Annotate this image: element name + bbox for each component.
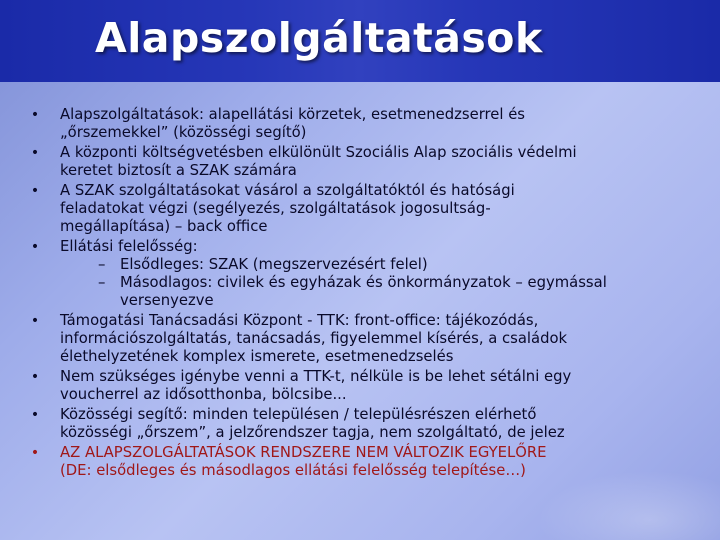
sub-bullet-text-line: Elsődleges: SZAK (megszervezésért felel) bbox=[120, 256, 428, 273]
bullet-text-line: feladatokat végzi (segélyezés, szolgáltatások jogosultság- bbox=[60, 200, 491, 217]
slide-title: Alapszolgáltatások bbox=[95, 14, 543, 62]
bullet-marker: • bbox=[30, 145, 40, 161]
sub-bullet-marker: – bbox=[98, 274, 106, 291]
bullet-marker: • bbox=[30, 107, 40, 123]
bullet-item bbox=[28, 406, 700, 442]
sub-bullet-text-line: versenyezve bbox=[120, 292, 214, 309]
bullet-marker: • bbox=[30, 313, 40, 329]
bullet-text-line: (DE: elsődleges és másodlagos ellátási felelősség telepítése…) bbox=[60, 462, 526, 479]
sub-bullet-text-line: Másodlagos: civilek és egyházak és önkormányzatok – egymással bbox=[120, 274, 607, 291]
bullet-item bbox=[28, 182, 700, 236]
bullet-text-line: keretet biztosít a SZAK számára bbox=[60, 162, 297, 179]
bullet-marker: • bbox=[30, 369, 40, 385]
bullet-item bbox=[28, 144, 700, 180]
bullet-text-line: élethelyzetének komplex ismerete, esetmenedzselés bbox=[60, 348, 454, 365]
bullet-text-line: Közösségi segítő: minden településen / településrészen elérhető bbox=[60, 406, 537, 423]
bullet-text-line: Alapszolgáltatások: alapellátási körzetek, esetmenedzserrel és bbox=[60, 106, 526, 123]
bullet-item bbox=[28, 312, 700, 366]
bullet-text-line: közösségi „őrszem”, a jelzőrendszer tagja, nem szolgáltató, de jelez bbox=[60, 424, 565, 441]
bullet-text-line: megállapítása) – back office bbox=[60, 218, 268, 235]
bullet-text-line: információszolgáltatás, tanácsadás, figyelemmel kísérés, a családok bbox=[60, 330, 568, 347]
bullet-text-line: A SZAK szolgáltatásokat vásárol a szolgáltatóktól és hatósági bbox=[60, 182, 515, 199]
sub-bullet-item bbox=[60, 256, 700, 274]
sub-bullet-list bbox=[60, 256, 700, 310]
bullet-text-line: voucherrel az idősotthonba, bölcsibe... bbox=[60, 386, 347, 403]
slide-content bbox=[28, 106, 700, 482]
bullet-item bbox=[28, 238, 700, 310]
bullet-marker: • bbox=[30, 183, 40, 199]
bullet-text-line: Ellátási felelősség: bbox=[60, 238, 198, 255]
bullet-marker: • bbox=[30, 239, 40, 255]
sub-bullet-marker: – bbox=[98, 256, 106, 273]
bullet-text-line: „őrszemekkel” (közösségi segítő) bbox=[60, 124, 307, 141]
bullet-text-line: A központi költségvetésben elkülönült Szociális Alap szociális védelmi bbox=[60, 144, 577, 161]
bullet-item bbox=[28, 444, 700, 480]
bullet-text-line: Nem szükséges igénybe venni a TTK-t, nélküle is be lehet sétálni egy bbox=[60, 368, 572, 385]
bullet-text-line: AZ ALAPSZOLGÁLTATÁSOK RENDSZERE NEM VÁLTOZIK EGYELŐRE bbox=[60, 444, 547, 461]
bullet-item bbox=[28, 106, 700, 142]
bullet-marker: • bbox=[30, 445, 40, 461]
bullet-list bbox=[28, 106, 700, 480]
bullet-item bbox=[28, 368, 700, 404]
bullet-marker: • bbox=[30, 407, 40, 423]
bullet-text-line: Támogatási Tanácsadási Központ - TTK: front-office: tájékozódás, bbox=[60, 312, 539, 329]
sub-bullet-item bbox=[60, 274, 700, 310]
